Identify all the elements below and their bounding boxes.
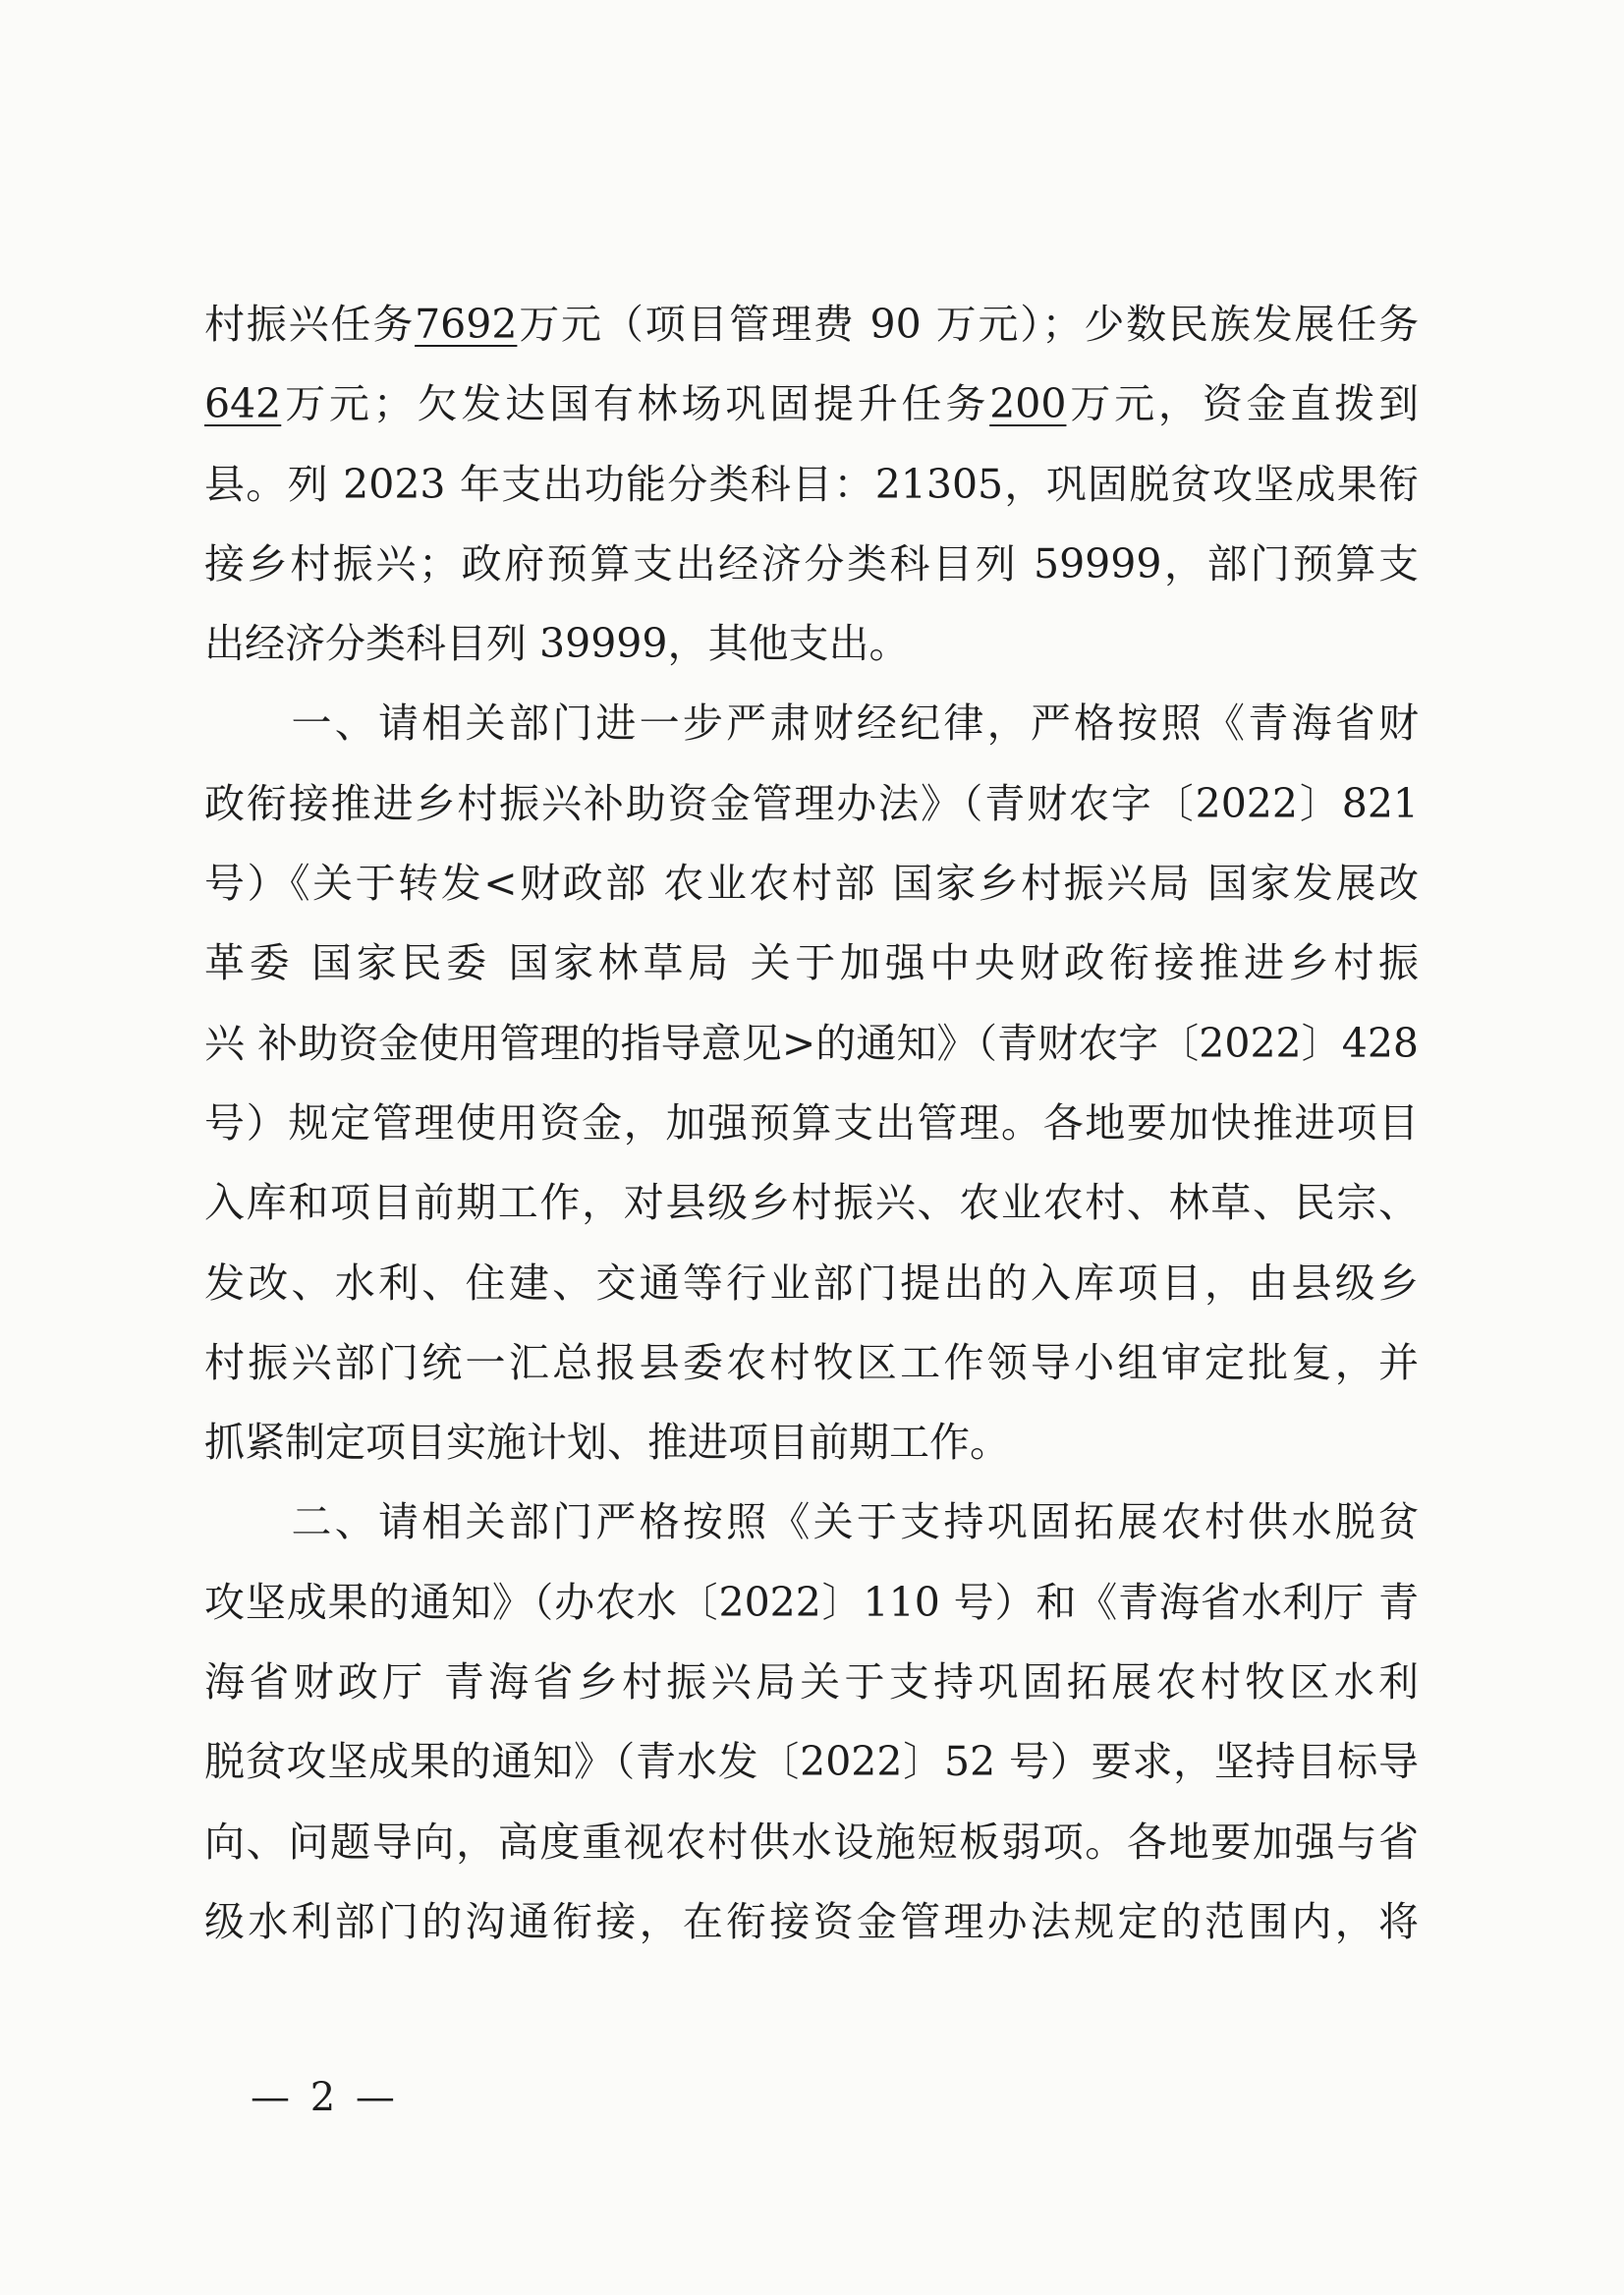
text-line — [204, 364, 1419, 444]
underlined-amount: 7692 — [415, 301, 518, 348]
underlined-amount: 200 — [989, 380, 1067, 428]
underlined-amount: 642 — [204, 380, 282, 428]
text-line: 级水利部门的沟通衔接，在衔接资金管理办法规定的范围内，将 — [204, 1897, 1419, 1945]
text-line: 接乡村振兴；政府预算支出经济分类科目列 59999，部门预算支 — [204, 539, 1419, 588]
text-line: 攻坚成果的通知》（办农水〔2022〕110 号）和《青海省水利厅 青 — [204, 1578, 1419, 1626]
text-line: 抓紧制定项目实施计划、推进项目前期工作。 — [204, 1419, 1010, 1467]
text-segment: 村振兴任务 — [204, 301, 416, 348]
text-segment: 万元，资金直拨到 — [1066, 380, 1419, 428]
text-line: 发改、水利、住建、交通等行业部门提出的入库项目，由县级乡 — [204, 1259, 1419, 1307]
text-line: 村振兴部门统一汇总报县委农村牧区工作领导小组审定批复，并 — [204, 1338, 1419, 1386]
text-line: 向、问题导向，高度重视农村供水设施短板弱项。各地要加强与省 — [204, 1818, 1419, 1866]
document-body — [204, 285, 1419, 1962]
text-line: 号）规定管理使用资金，加强预算支出管理。各地要加快推进项目 — [204, 1098, 1419, 1147]
text-line: 入库和项目前期工作，对县级乡村振兴、农业农村、林草、民宗、 — [204, 1179, 1419, 1227]
text-segment: 万元（项目管理费 90 万元）；少数民族发展任务 — [517, 301, 1419, 348]
text-line: 海省财政厅 青海省乡村振兴局关于支持巩固拓展农村牧区水利 — [204, 1658, 1419, 1707]
text-line: 一、请相关部门进一步严肃财经纪律，严格按照《青海省财 — [204, 700, 1419, 748]
text-line: 革委 国家民委 国家林草局 关于加强中央财政衔接推进乡村振 — [204, 939, 1419, 987]
text-line — [204, 285, 1419, 364]
text-segment: 万元；欠发达国有林场巩固提升任务 — [281, 380, 990, 428]
text-line: 脱贫攻坚成果的通知》（青水发〔2022〕52 号）要求，坚持目标导 — [204, 1738, 1419, 1786]
text-line: 政衔接推进乡村振兴补助资金管理办法》（青财农字〔2022〕821 — [204, 779, 1419, 827]
text-line: 出经济分类科目列 39999，其他支出。 — [204, 620, 910, 668]
text-line: 县。列 2023 年支出功能分类科目：21305，巩固脱贫攻坚成果衔 — [204, 460, 1419, 508]
text-line: 兴 补助资金使用管理的指导意见>的通知》（青财农字〔2022〕428 — [204, 1019, 1419, 1067]
page-number: — 2 — — [251, 2075, 399, 2120]
text-line: 号）《关于转发<财政部 农业农村部 国家乡村振兴局 国家发展改 — [204, 860, 1419, 908]
text-line: 二、请相关部门严格按照《关于支持巩固拓展农村供水脱贫 — [204, 1498, 1419, 1546]
